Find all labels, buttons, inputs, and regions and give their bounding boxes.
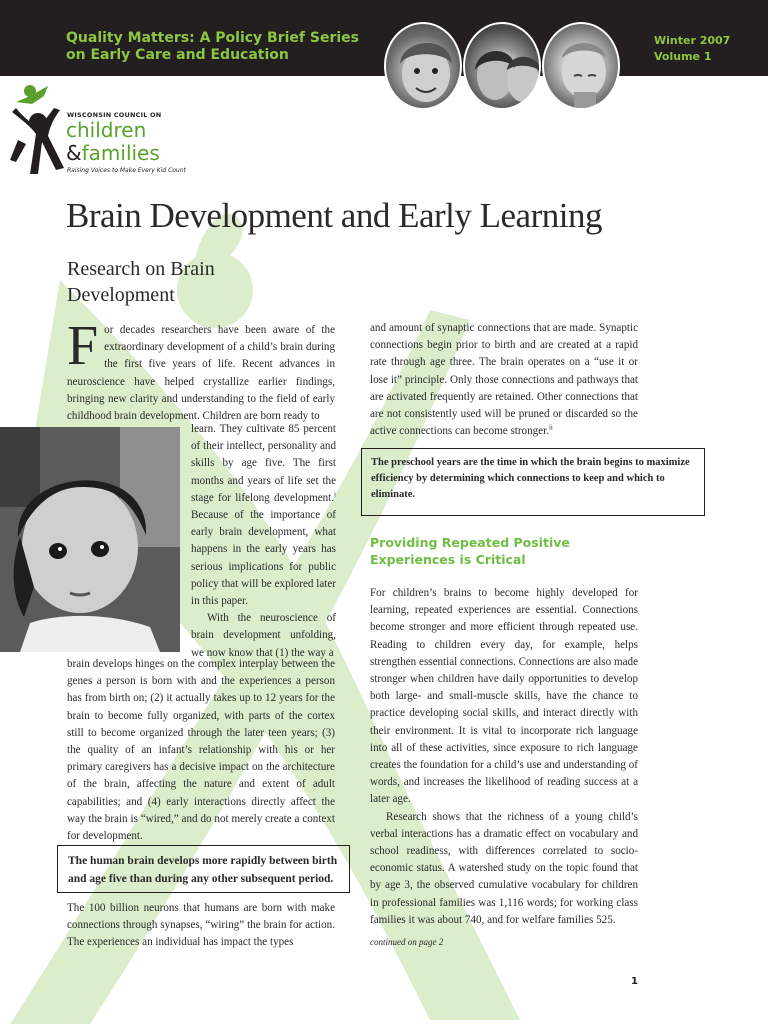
child-photo-3 bbox=[542, 22, 620, 110]
council-logo-figure bbox=[8, 82, 64, 176]
section-subtitle: Research on Brain Development bbox=[67, 258, 215, 306]
logo-council-text: WISCONSIN COUNCIL ON bbox=[67, 111, 162, 119]
logo-children-text: children bbox=[66, 118, 147, 142]
logo-families-word: families bbox=[81, 141, 160, 165]
right-top-paragraph bbox=[370, 320, 638, 440]
child-face-2-image bbox=[465, 24, 541, 110]
narrow-paragraph-1 bbox=[191, 421, 336, 610]
right-top-text: and amount of synaptic connections that are made. Synaptic connections begin prior to birth and are created at a rapid rate through age three. The brain operates on a “use it or lose it” principle. Only those connections and pathways that are activated frequently are retained. Other connections that are not consistently used will be pruned or discarded so the active connections can become stronger. bbox=[370, 322, 638, 438]
child-photo-1 bbox=[384, 22, 462, 110]
continued-link[interactable]: continued on page 2 bbox=[370, 937, 444, 947]
series-title-line1: Quality Matters: A Policy Brief Series bbox=[66, 30, 360, 46]
pull-quote-1: The human brain develops more rapidly between birth and age five than during any other subsequent period. bbox=[57, 845, 350, 893]
left-bottom-paragraph: The 100 billion neurons that humans are born with make connections through synapses, “wiring” the brain for action. The experiences an individual has impact the types bbox=[67, 902, 335, 949]
child-face-3-image bbox=[544, 24, 620, 110]
series-title-line2: on Early Care and Education bbox=[66, 47, 289, 63]
intro-text: or decades researchers have been aware of the extraordinary development of a child’s brain during the first five years of life. Recent advances in neuroscience have helped crystallize earlier findings, bringing new clarity and understanding to the field of early childhood brain development. Children are born ready to bbox=[67, 324, 335, 423]
narrow-p1b-text: Because of the importance of early brain development, what happens in the early years has serious implications for public policy that will be explored later in this paper. bbox=[191, 509, 336, 608]
series-title bbox=[66, 30, 359, 64]
right-paragraph-1: For children’s brains to become highly developed for learning, repeated experiences are essential. Connections become stronger and more efficient through repeated use. Reading to children every day, for example, helps strengthen essential connections. Connections are also made stronger when children have daily opportunities to develop both large- and small-muscle skills, have the chance to practice developing social skills, and interact directly with their environment. It is vital to incorporate rich language into all of these activities, since exposure to rich language creates the foundation for a child’s use and understanding of words, and increases the likelihood of reading success at a later age. bbox=[370, 587, 638, 806]
child-portrait-image bbox=[0, 427, 180, 652]
drop-cap: F bbox=[67, 315, 99, 377]
right-column-body bbox=[370, 585, 638, 929]
footnote-i: i bbox=[334, 490, 336, 499]
intro-paragraph bbox=[67, 315, 335, 425]
issue-volume: Volume 1 bbox=[654, 50, 712, 63]
narrow-column-text bbox=[191, 421, 336, 662]
page-number: 1 bbox=[631, 976, 638, 987]
logo-ampersand: & bbox=[66, 141, 82, 165]
narrow-p1-text: learn. They cultivate 85 percent of their intellect, personality and skills by age five. The first months and years of life set the stage for lifelong development. bbox=[191, 423, 336, 504]
pull-quote-2: The preschool years are the time in which the brain begins to maximize efficiency by determining which connections to keep and which to eliminate. bbox=[361, 448, 705, 516]
footnote-ii: ii bbox=[548, 423, 553, 432]
section-heading: Providing Repeated Positive Experiences is Critical bbox=[370, 535, 570, 567]
issue-date: Winter 2007 bbox=[654, 34, 731, 47]
logo-tagline: Raising Voices to Make Every Kid Count bbox=[67, 167, 186, 174]
narrow-paragraph-2: With the neuroscience of brain development unfolding, we now know that (1) the way a bbox=[191, 612, 336, 659]
wide-paragraph: brain develops hinges on the complex interplay between the genes a person is born with and the experiences a person has from birth on; (2) it actually takes up to 12 years for the brain to become fully organized, with parts of the cortex still to become organized through the later teen years; (3) the quality of an infant’s relationship with his or her primary caregivers has a decisive impact on the architecture of the brain, affecting the nature and extent of adult capabilities; and (4) early interactions directly affect the way the brain is “wired,” and do not merely create a context for development. bbox=[67, 658, 335, 843]
child-face-1-image bbox=[386, 24, 462, 110]
logo-families-text bbox=[66, 141, 160, 165]
child-photo-large bbox=[0, 427, 180, 652]
child-photo-2 bbox=[463, 22, 541, 110]
issue-info bbox=[654, 33, 730, 65]
page-title: Brain Development and Early Learning bbox=[66, 196, 602, 235]
right-paragraph-2: Research shows that the richness of a young child’s verbal interactions has a dramatic effect on vocabulary and school readiness, with differences correlated to socio-economic status. A watershed study on the topic found that by age 3, the observed cumulative vocabulary for children in professional families was 1,116 words; for working class families it was about 740, and for welfare families 525. bbox=[370, 810, 638, 926]
